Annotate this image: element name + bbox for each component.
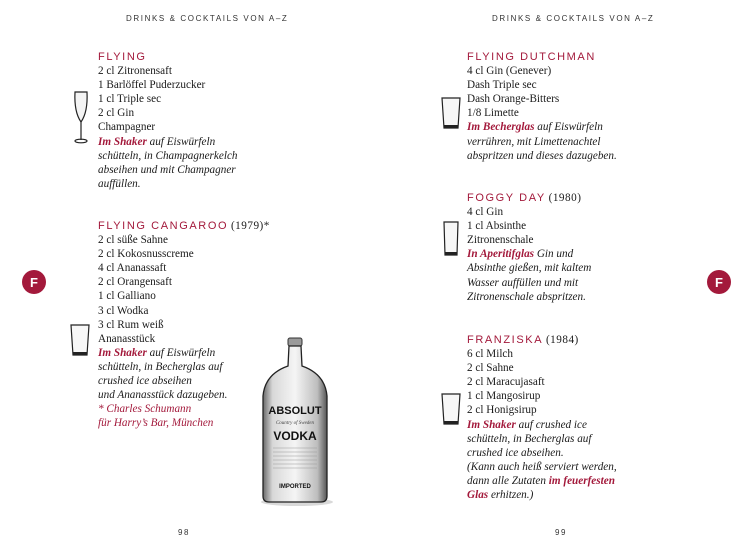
ingredient: Champagner — [98, 121, 156, 134]
ingredient: 2 cl Gin — [98, 107, 135, 120]
champagne-flute-icon — [70, 90, 92, 146]
method-line: schütteln, in Champagnerkelch — [98, 149, 238, 162]
recipe-foggy-day — [467, 191, 657, 304]
ingredient: 1 cl Galliano — [98, 290, 156, 303]
method-highlight: im feuerfesten — [548, 474, 615, 487]
ingredient: 1 cl Absinthe — [467, 220, 527, 233]
method-highlight: In Aperitifglas — [467, 248, 535, 261]
recipe-title: FLYING DUTCHMAN — [467, 51, 596, 63]
recipe-title: FOGGY DAY — [467, 192, 546, 204]
method-highlight: Im Shaker — [467, 418, 516, 431]
recipe-flying-dutchman — [467, 50, 657, 163]
tumbler-icon — [68, 323, 92, 359]
recipe-year: (1979)* — [230, 220, 270, 232]
credit-line: für Harry’s Bar, München — [98, 417, 214, 430]
method-line: Gin und — [534, 248, 574, 261]
method-line: auffüllen. — [98, 177, 141, 190]
ingredient: Dash Triple sec — [467, 79, 537, 92]
bottle-imported: IMPORTED — [279, 484, 311, 490]
method-line: abseihen und mit Champagner — [98, 163, 236, 176]
ingredient: 1 cl Mangosirup — [467, 390, 541, 403]
aperitif-glass-icon — [440, 220, 462, 260]
recipe-flying — [98, 50, 288, 191]
ingredient: 1 Barlöffel Puderzucker — [98, 79, 206, 92]
bottle-product: VODKA — [273, 429, 317, 443]
recipe-method — [98, 135, 288, 191]
method-line: und Ananasstück dazugeben. — [98, 389, 228, 402]
ingredient: Ananasstück — [98, 332, 156, 345]
method-line: auf Eiswürfeln — [146, 135, 216, 148]
method-line: crushed ice abseihen. — [467, 446, 564, 459]
running-header-left: DRINKS & COCKTAILS VON A–Z — [126, 14, 289, 23]
page-number-left: 98 — [178, 528, 190, 537]
method-highlight: Glas — [467, 489, 489, 502]
recipe-method — [467, 418, 667, 503]
recipe-title: FLYING CANGAROO — [98, 220, 229, 232]
tumbler-icon — [439, 96, 463, 132]
ingredient: 1/8 Limette — [467, 107, 519, 120]
method-line: verrühren, mit Limettenachtel — [467, 135, 601, 148]
ingredient: 2 cl süße Sahne — [98, 234, 168, 247]
ingredient: 1 cl Triple sec — [98, 93, 162, 106]
ingredient: 4 cl Gin (Genever) — [467, 65, 552, 78]
method-highlight: Im Becherglas — [467, 121, 535, 134]
method-line: schütteln, in Becherglas auf — [98, 360, 223, 373]
bottle-subline: Country of Sweden — [275, 421, 315, 426]
section-badge-left: F — [22, 270, 46, 294]
method-line: erhitzen.) — [488, 489, 534, 502]
method-highlight: Im Shaker — [98, 135, 147, 148]
page-number-right: 99 — [555, 528, 567, 537]
ingredient: 2 cl Maracujasaft — [467, 376, 545, 389]
credit-line: * Charles Schumann — [98, 403, 192, 416]
method-line: abspritzen und dieses dazugeben. — [467, 149, 617, 162]
ingredient: 4 cl Ananassaft — [98, 262, 167, 275]
ingredient: Zitronenschale — [467, 234, 534, 247]
recipe-year: (1984) — [545, 334, 579, 346]
ingredient: 4 cl Gin — [467, 206, 504, 219]
tumbler-icon — [439, 392, 463, 428]
method-line: (Kann auch heiß serviert werden, — [467, 460, 617, 473]
vodka-bottle-illustration — [255, 336, 335, 508]
ingredient: 2 cl Zitronensaft — [98, 65, 172, 78]
recipe-year: (1980) — [548, 192, 582, 204]
method-line: crushed ice abseihen — [98, 375, 192, 388]
running-header-right: DRINKS & COCKTAILS VON A–Z — [492, 14, 655, 23]
recipe-method — [467, 120, 657, 162]
ingredient: 3 cl Wodka — [98, 304, 149, 317]
method-line: auf crushed ice — [515, 418, 587, 431]
method-line: Wasser auffüllen und mit — [467, 276, 579, 289]
recipe-title: FRANZISKA — [467, 334, 544, 346]
ingredient: Dash Orange-Bitters — [467, 93, 560, 106]
recipe-method — [467, 247, 657, 303]
ingredient: 2 cl Sahne — [467, 362, 514, 375]
method-line: Zitronenschale abspritzen. — [467, 290, 586, 303]
method-line: schütteln, in Becherglas auf — [467, 432, 592, 445]
method-line: Absinthe gießen, mit kaltem — [467, 262, 592, 275]
method-highlight: Im Shaker — [98, 346, 147, 359]
ingredient: 2 cl Kokosnusscreme — [98, 248, 194, 261]
bottle-brand: ABSOLUT — [268, 405, 322, 417]
method-line: auf Eiswürfeln — [146, 346, 216, 359]
ingredient: 3 cl Rum weiß — [98, 318, 164, 331]
ingredient: 2 cl Orangensaft — [98, 276, 172, 289]
ingredient: 2 cl Honigsirup — [467, 404, 537, 417]
method-line: auf Eiswürfeln — [534, 121, 603, 134]
method-line: dann alle Zutaten — [467, 474, 549, 487]
section-badge-right: F — [707, 270, 731, 294]
recipe-franziska — [467, 333, 667, 502]
recipe-title: FLYING — [98, 51, 147, 63]
ingredient: 6 cl Milch — [467, 348, 513, 361]
